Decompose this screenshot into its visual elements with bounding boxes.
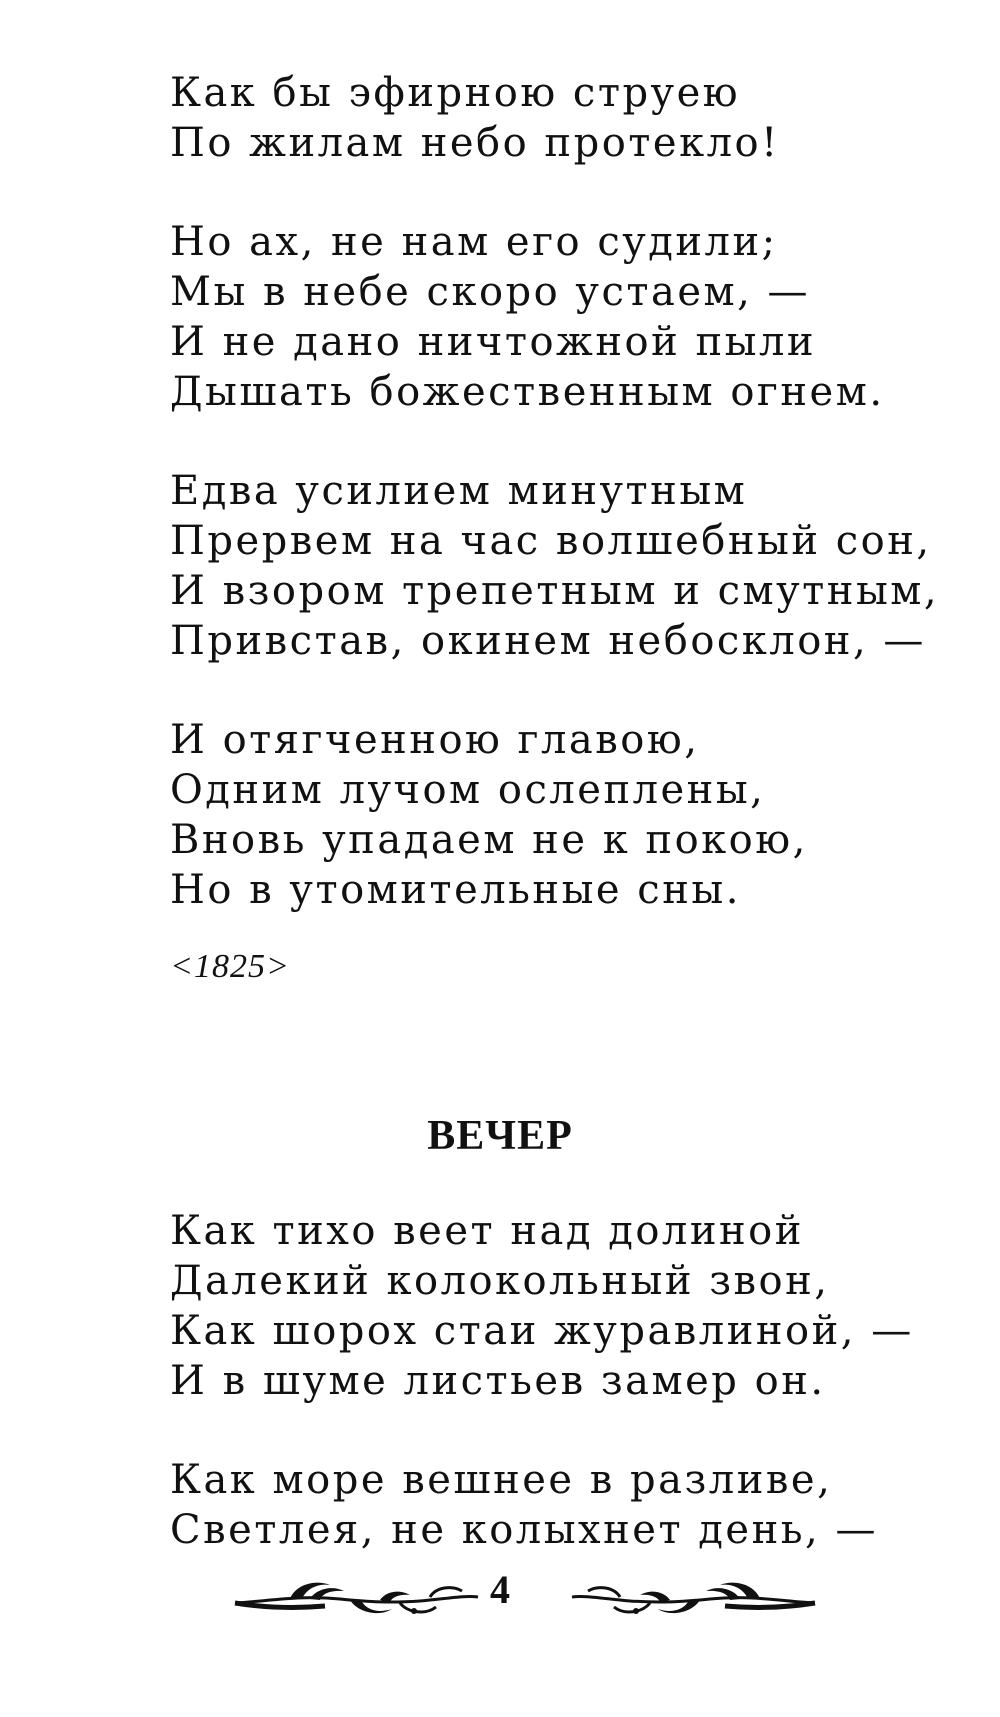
poem-line: Как море вешнее в разливе,	[170, 1457, 833, 1503]
page-number: 4	[490, 1567, 510, 1612]
stanza	[170, 217, 970, 417]
poem-line: Едва усилием минутным	[170, 468, 748, 514]
poem-title: ВЕЧЕР	[427, 1113, 573, 1159]
poem-line: Но ах, не нам его судили;	[170, 219, 778, 265]
poem-line: Привстав, окинем небосклон, —	[170, 618, 926, 664]
stanza	[170, 1206, 970, 1406]
poem-line: По жилам небо протекло!	[170, 120, 780, 166]
poem-line: Далекий колокольный звон,	[170, 1258, 830, 1304]
poem-line: Одним лучом ослеплены,	[170, 767, 766, 813]
poem-line: Светлея, не колыхнет день, —	[170, 1507, 878, 1553]
poem-line: И не дано ничтожной пыли	[170, 319, 817, 365]
poem-line: Вновь упадаем не к покою,	[170, 817, 808, 863]
poem-line: И в шуме листьев замер он.	[170, 1358, 826, 1404]
poem-date: <1825>	[170, 948, 290, 985]
stanza	[170, 466, 970, 666]
stanza	[170, 1455, 970, 1555]
poem-line: Прервем на час волшебный сон,	[170, 518, 932, 564]
poem-line: И взором трепетным и смутным,	[170, 568, 940, 614]
poem-line: Как бы эфирною струею	[170, 70, 741, 116]
flourish-right-icon	[570, 1573, 820, 1623]
poem-line: Мы в небе скоро устаем, —	[170, 269, 811, 315]
poem-line: Но в утомительные сны.	[170, 867, 741, 913]
poem-line: Как тихо веет над долиной	[170, 1208, 804, 1254]
stanza	[170, 715, 970, 915]
poem-line: И отягченною главою,	[170, 717, 700, 763]
poem-line: Дышать божественным огнем.	[170, 369, 885, 415]
poem-line: Как шорох стаи журавлиной, —	[170, 1308, 914, 1354]
page-footer	[0, 1565, 1000, 1625]
stanza	[170, 68, 970, 168]
